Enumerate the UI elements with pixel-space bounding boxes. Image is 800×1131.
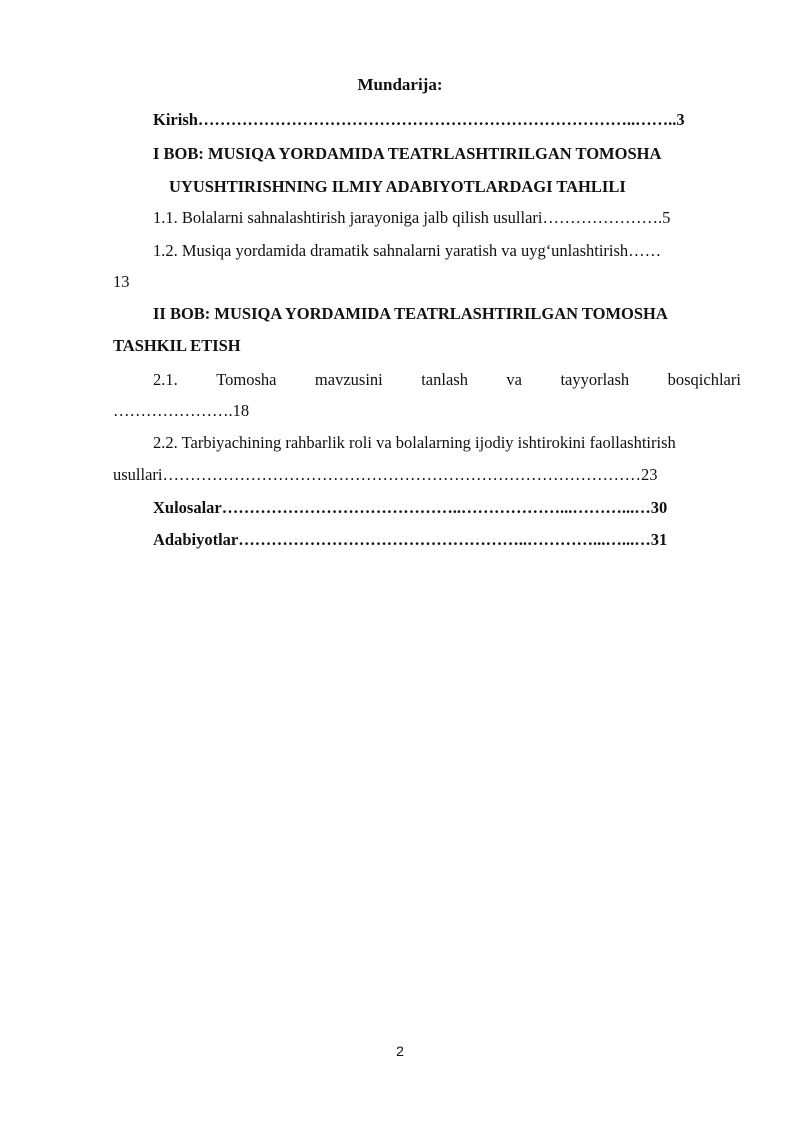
toc-word: 2.1. [153,370,178,389]
toc-entry-1-1: 1.1. Bolalarni sahnalashtirish jarayoniga jalb qilish usullari………………….5 [153,208,671,227]
toc-entry-1-2-line1: 1.2. Musiqa yordamida dramatik sahnalarni yaratish va uyg‘unlashtirish…… [153,241,662,260]
toc-entry-2-1-line1 [153,369,741,391]
toc-entry-2-1-line2: ………………….18 [113,401,250,420]
toc-word: Tomosha [216,370,277,389]
toc-chapter1-heading-line1: I BOB: MUSIQA YORDAMIDA TEATRLASHTIRILGAN TOMOSHA [153,144,662,163]
toc-word: bosqichlari [667,370,741,389]
toc-entry-references: Adabiyotlar……………………………………………..…………...…...…31 [153,530,668,549]
toc-entry-conclusions: Xulosalar……………………………………..………………...………...…30 [153,498,668,517]
page-number: 2 [396,1043,404,1059]
toc-entry-2-2-line2: usullari……………………………………………………………………………23 [113,465,658,484]
toc-entry-intro: Kirish……………………………………………………………………..……..3 [153,110,685,129]
toc-title: Mundarija: [357,75,443,94]
toc-chapter2-heading-line1: II BOB: MUSIQA YORDAMIDA TEATRLASHTIRILGAN TOMOSHA [153,304,668,323]
toc-word: tayyorlash [560,370,630,389]
toc-chapter1-heading-line2: UYUSHTIRISHNING ILMIY ADABIYOTLARDAGI TAHLILI [169,177,626,196]
toc-entry-1-2-line2: 13 [113,272,130,291]
toc-word: tanlash [421,370,468,389]
toc-entry-2-2-line1: 2.2. Tarbiyachining rahbarlik roli va bolalarning ijodiy ishtirokini faollashtirish [153,433,676,452]
toc-chapter2-heading-line2: TASHKIL ETISH [113,336,241,355]
toc-word: va [506,370,522,389]
toc-word: mavzusini [314,370,383,389]
